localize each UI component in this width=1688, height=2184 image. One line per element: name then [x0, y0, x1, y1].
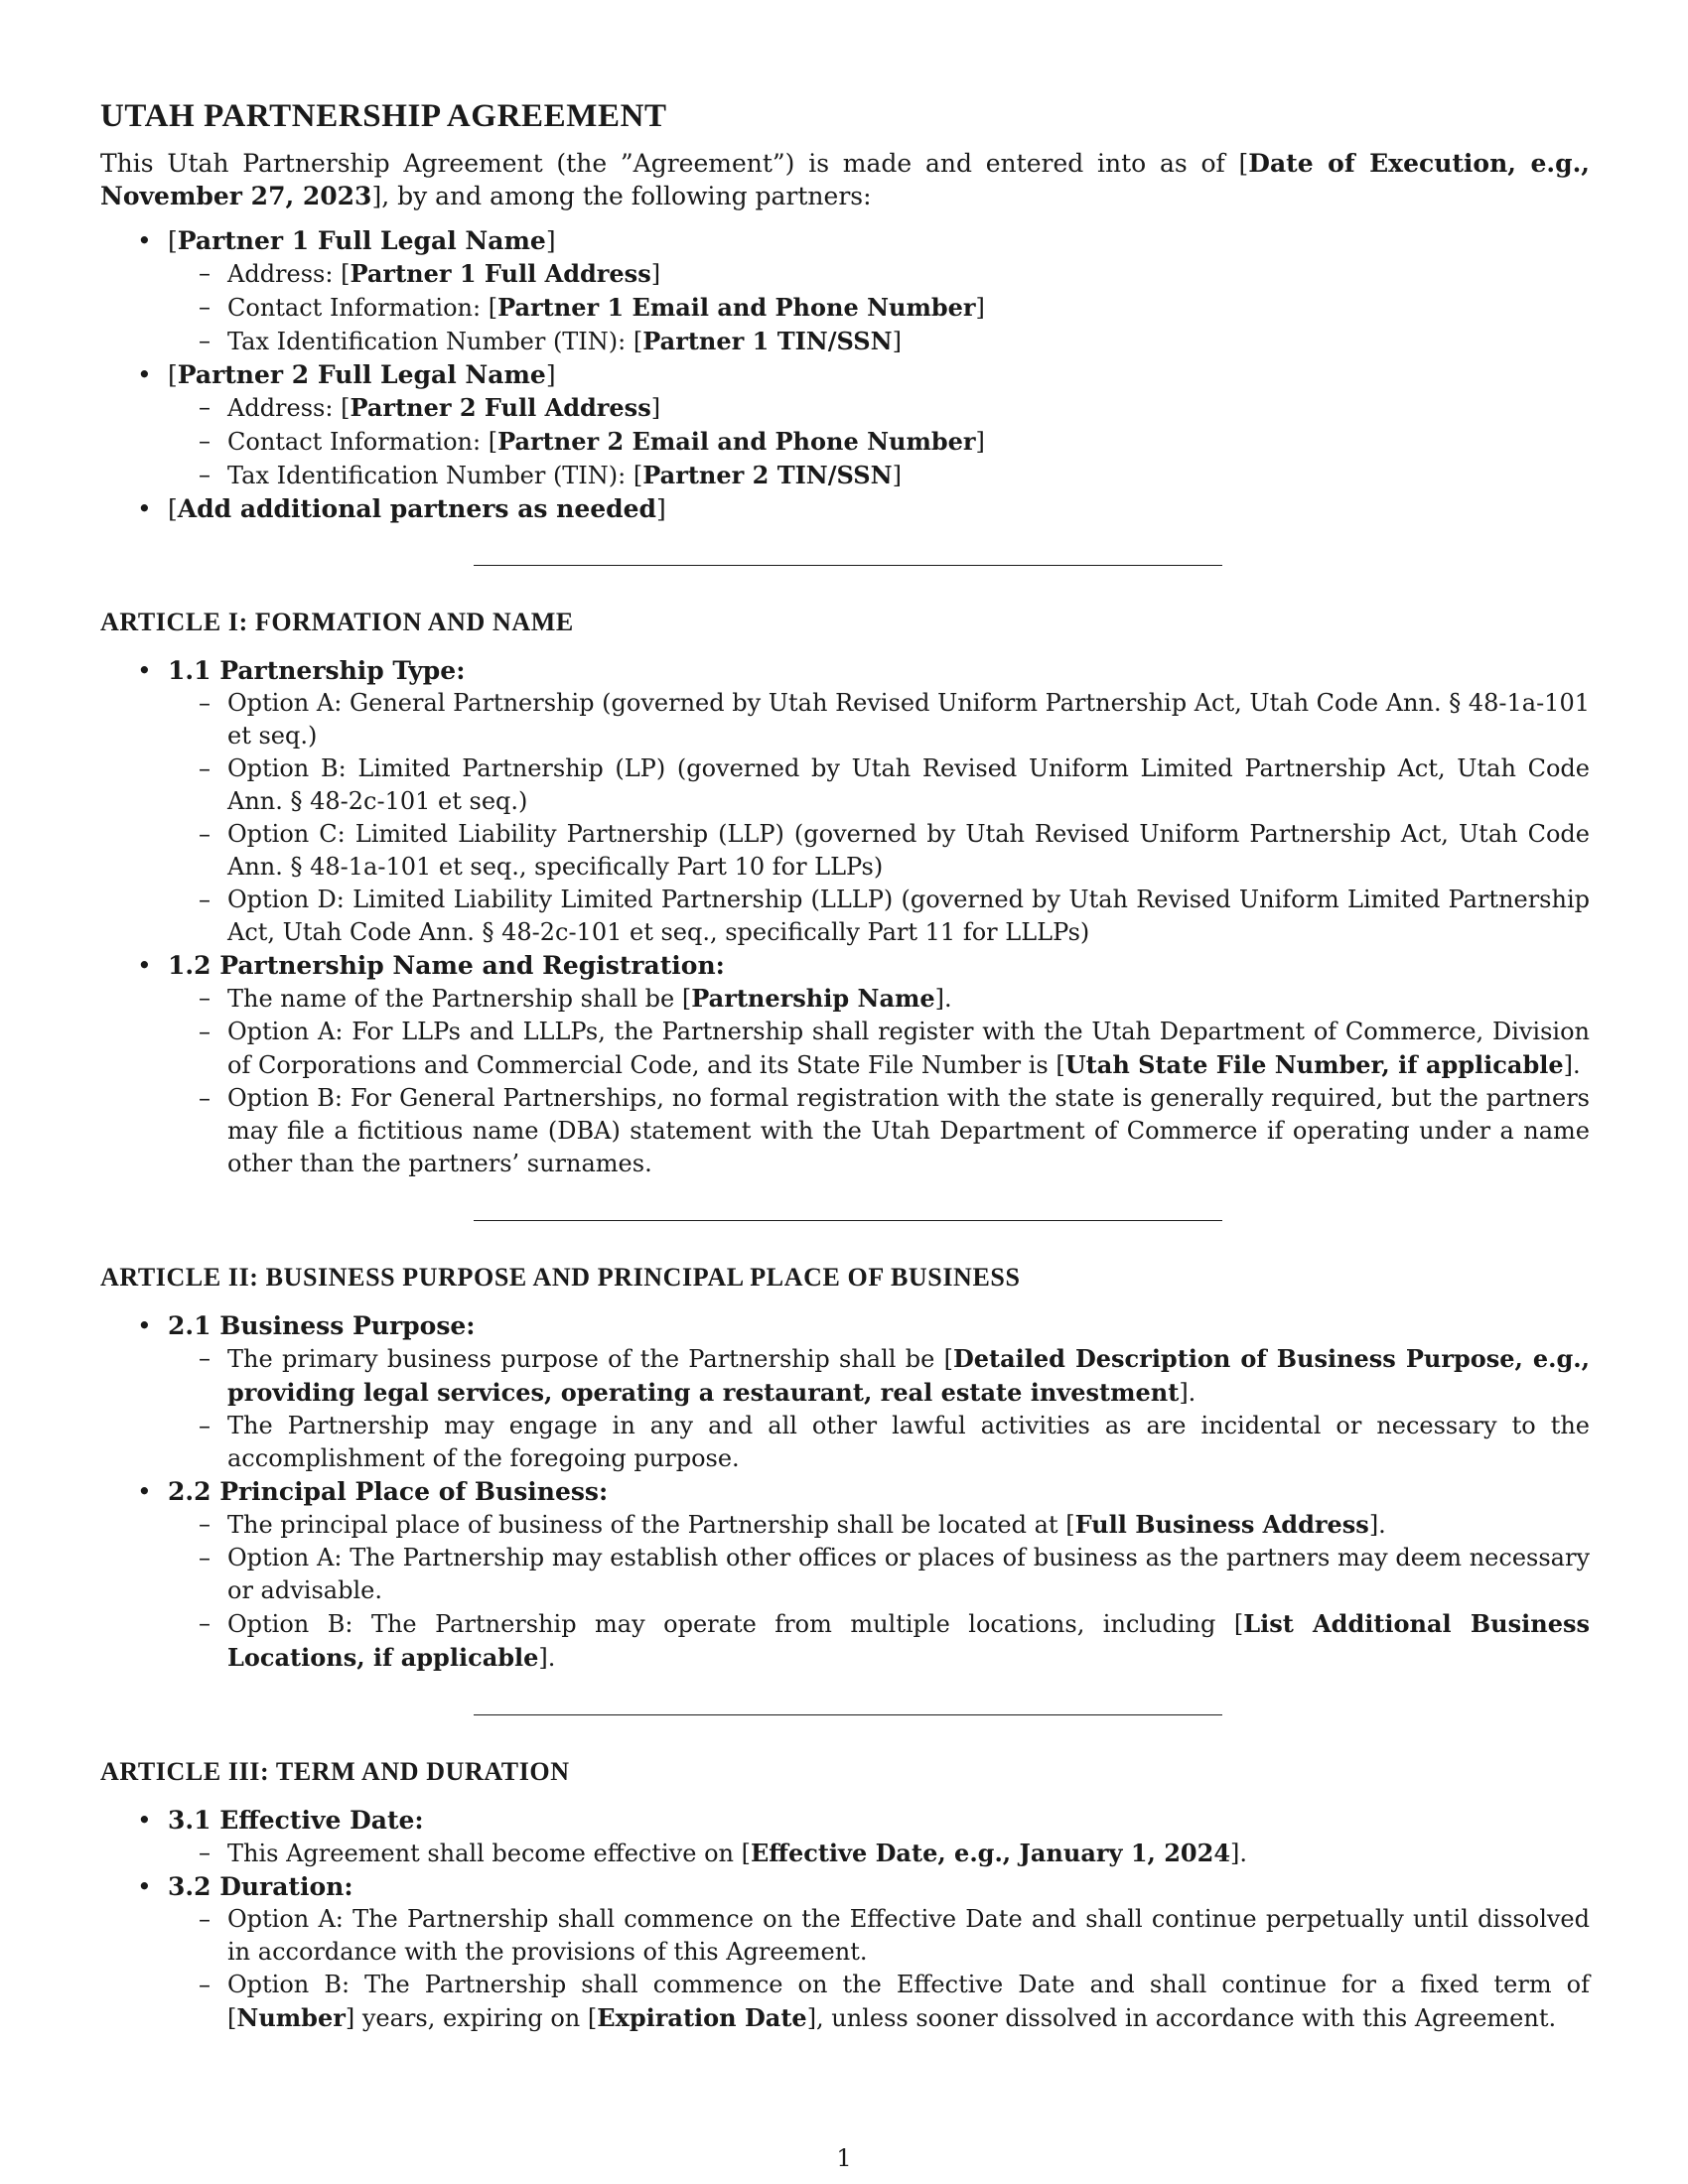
business-purpose-item: – The primary business purpose of the Partnership shall be [Detailed Description of Business Purpose, e.g., providing legal services, operating a restaurant, real estate investment].	[168, 1342, 1590, 1410]
partner-address: – Address: [Partner 1 Full Address]	[168, 257, 1590, 291]
section-3-2: • 3.2 Duration: – Option A: The Partnership shall commence on the Effective Date and shall continue perpetually until dissolved in accordance with the provisions of this Agreement. – Option B: The Partnership shall commence on the Effective Date and shall continue for a fixed term of [Number] years, expiring on [Expiration Date], unless sooner dissolved in accordance with this Agreement.	[100, 1870, 1590, 2035]
partner-address: – Address: [Partner 2 Full Address]	[168, 391, 1590, 425]
partner-contact: – Contact Information: [Partner 2 Email and Phone Number]	[168, 425, 1590, 459]
option-item: – Option A: General Partnership (governed by Utah Revised Uniform Partnership Act, Utah Code Ann. § 48-1a-101 et seq.)	[168, 687, 1590, 752]
partner-tin: – Tax Identification Number (TIN): [Partner 2 TIN/SSN]	[168, 459, 1590, 492]
section-divider	[474, 1220, 1222, 1221]
partnership-name-item: – The name of the Partnership shall be [Partnership Name].	[168, 982, 1590, 1016]
section-1-2: • 1.2 Partnership Name and Registration: – The name of the Partnership shall be [Partnership Name]. – Option A: For LLPs and LLLPs, the Partnership shall register with the Utah Department of Commerce, Division of Corporations and Commercial Code, and its State File Number is [Utah State File Number, if applicable]. – Option B: For General Partnerships, no formal registration with the state is generally required, but the partners may file a fictitious name (DBA) statement with the Utah Department of Commerce if operating under a name other than the partners’ surnames.	[100, 949, 1590, 1180]
additional-partners-item: • [Add additional partners as needed]	[100, 492, 1590, 525]
document-page	[100, 95, 1590, 2035]
partner-item: • [Partner 2 Full Legal Name] – Address: [Partner 2 Full Address] – Contact Information: [Partner 2 Email and Phone Number] – Tax Identification Number (TIN): [Partner 2 TIN/SSN]	[100, 358, 1590, 492]
page-number: 1	[836, 2144, 852, 2172]
section-3-1: • 3.1 Effective Date: – This Agreement shall become effective on [Effective Date, e.g., January 1, 2024].	[100, 1804, 1590, 1870]
option-item: – Option B: For General Partnerships, no formal registration with the state is generally required, but the partners may file a fictitious name (DBA) statement with the Utah Department of Commerce if operating under a name other than the partners’ surnames.	[168, 1082, 1590, 1180]
article-3-heading: ARTICLE III: TERM AND DURATION	[100, 1757, 570, 1786]
article-2-heading: ARTICLE II: BUSINESS PURPOSE AND PRINCIPAL PLACE OF BUSINESS	[100, 1263, 1021, 1292]
article-3-list	[100, 1804, 1590, 2035]
partner-tin: – Tax Identification Number (TIN): [Partner 1 TIN/SSN]	[168, 325, 1590, 358]
article-1-heading: ARTICLE I: FORMATION AND NAME	[100, 608, 574, 636]
section-1-1: • 1.1 Partnership Type: – Option A: General Partnership (governed by Utah Revised Uniform Partnership Act, Utah Code Ann. § 48-1a-101 et seq.) – Option B: Limited Partnership (LP) (governed by Utah Revised Uniform Limited Partnership Act, Utah Code Ann. § 48-2c-101 et seq.) – Option C: Limited Liability Partnership (LLP) (governed by Utah Revised Uniform Partnership Act, Utah Code Ann. § 48-1a-101 et seq., specifically Part 10 for LLPs) – Option D: Limited Liability Limited Partnership (LLLP) (governed by Utah Revised Uniform Limited Partnership Act, Utah Code Ann. § 48-2c-101 et seq., specifically Part 11 for LLLPs)	[100, 654, 1590, 949]
option-item: – Option B: The Partnership shall commence on the Effective Date and shall continue for a fixed term of [Number] years, expiring on [Expiration Date], unless sooner dissolved in accordance with this Agreement.	[168, 1969, 1590, 2035]
partner-item: • [Partner 1 Full Legal Name] – Address: [Partner 1 Full Address] – Contact Information: [Partner 1 Email and Phone Number] – Tax Identification Number (TIN): [Partner 1 TIN/SSN]	[100, 224, 1590, 358]
option-item: – Option A: The Partnership may establish other offices or places of business as the partners may deem necessary or advisable.	[168, 1542, 1590, 1607]
partner-contact: – Contact Information: [Partner 1 Email and Phone Number]	[168, 291, 1590, 325]
other-activities-item: – The Partnership may engage in any and all other lawful activities as are incidental or necessary to the accomplishment of the foregoing purpose.	[168, 1410, 1590, 1475]
option-item: – Option A: The Partnership shall commence on the Effective Date and shall continue perpetually until dissolved in accordance with the provisions of this Agreement.	[168, 1903, 1590, 1969]
intro-paragraph: This Utah Partnership Agreement (the ”Agreement”) is made and entered into as of [Date of Execution, e.g., November 27, 2023], by and among the following partners:	[100, 149, 1590, 210]
section-2-1: • 2.1 Business Purpose: – The primary business purpose of the Partnership shall be [Detailed Description of Business Purpose, e.g., providing legal services, operating a restaurant, real estate investment]. – The Partnership may engage in any and all other lawful activities as are incidental or necessary to the accomplishment of the foregoing purpose.	[100, 1309, 1590, 1475]
section-2-2: • 2.2 Principal Place of Business: – The principal place of business of the Partnership shall be located at [Full Business Address]. – Option A: The Partnership may establish other offices or places of business as the partners may deem necessary or advisable. – Option B: The Partnership may operate from multiple locations, including [List Additional Business Locations, if applicable].	[100, 1475, 1590, 1675]
execution-date-placeholder: Date of Execution, e.g., November 27, 2023	[100, 149, 1590, 210]
document-title: UTAH PARTNERSHIP AGREEMENT	[100, 98, 667, 134]
article-1-list	[100, 654, 1590, 1180]
option-item: – Option B: Limited Partnership (LP) (governed by Utah Revised Uniform Limited Partnership Act, Utah Code Ann. § 48-2c-101 et seq.)	[168, 752, 1590, 818]
option-item: – Option C: Limited Liability Partnership (LLP) (governed by Utah Revised Uniform Partnership Act, Utah Code Ann. § 48-1a-101 et seq., specifically Part 10 for LLPs)	[168, 818, 1590, 884]
article-2-list	[100, 1309, 1590, 1675]
section-divider	[474, 1714, 1222, 1715]
business-address-item: – The principal place of business of the Partnership shall be located at [Full Business Address].	[168, 1508, 1590, 1542]
section-divider	[474, 565, 1222, 566]
partners-list	[100, 224, 1590, 525]
option-item: – Option B: The Partnership may operate from multiple locations, including [List Additional Business Locations, if applicable].	[168, 1607, 1590, 1675]
option-item: – Option A: For LLPs and LLLPs, the Partnership shall register with the Utah Department of Commerce, Division of Corporations and Commercial Code, and its State File Number is [Utah State File Number, if applicable].	[168, 1016, 1590, 1082]
effective-date-item: – This Agreement shall become effective on [Effective Date, e.g., January 1, 2024].	[168, 1837, 1590, 1870]
option-item: – Option D: Limited Liability Limited Partnership (LLLP) (governed by Utah Revised Uniform Limited Partnership Act, Utah Code Ann. § 48-2c-101 et seq., specifically Part 11 for LLLPs)	[168, 884, 1590, 949]
